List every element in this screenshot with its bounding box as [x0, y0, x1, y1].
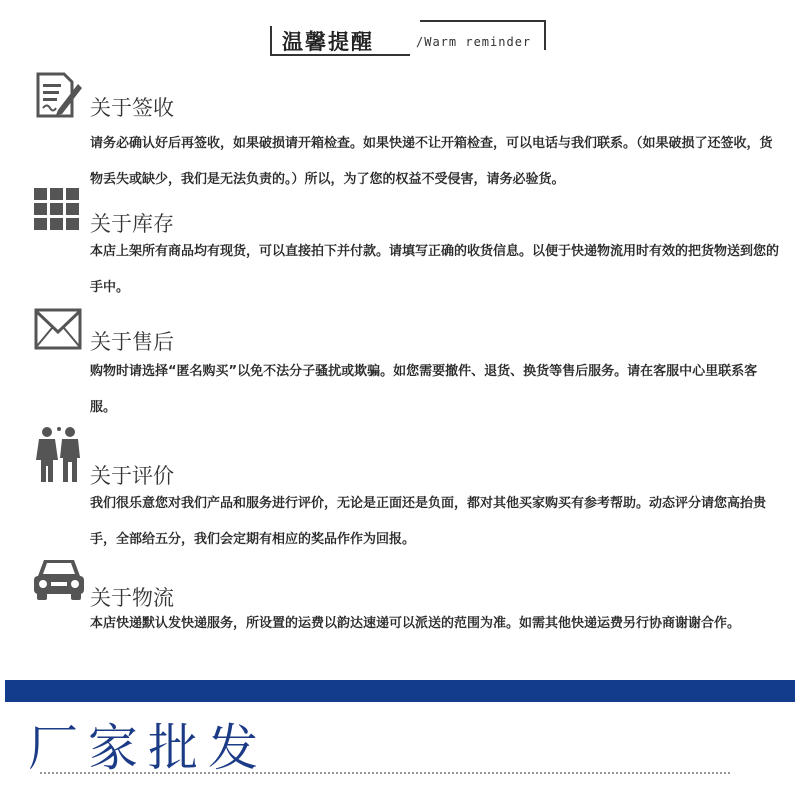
- section-title: 关于库存: [90, 212, 174, 236]
- section-title: 关于签收: [90, 96, 174, 120]
- header-title: 温馨提醒: [282, 29, 374, 54]
- section-body: 请务必确认好后再签收，如果破损请开箱检查。如果快递不让开箱检查，可以电话与我们联系。（如果破损了还签收，货物丢失或缺少，我们是无法负责的。）所以，为了您的权益不受侵害，请务必验货。: [90, 136, 773, 187]
- footer-title: 厂家批发: [28, 719, 268, 777]
- section-body: 我们很乐意您对我们产品和服务进行评价，无论是正面还是负面，都对其他买家购买有参考帮助。动态评分请您高抬贵手，全部给五分，我们会定期有相应的奖品作作为回报。: [90, 496, 767, 547]
- car-icon: [34, 554, 84, 604]
- section-title: 关于物流: [90, 586, 174, 610]
- footer-dotted-line: [40, 772, 730, 774]
- section-body: 本店上架所有商品均有现货，可以直接拍下并付款。请填写正确的收货信息。以便于快递物流用时有效的把货物送到您的手中。: [90, 244, 780, 295]
- section-body: 本店快递默认发快递服务，所设置的运费以韵达速递可以派送的范围为准。如需其他快递运费另行协商谢谢合作。: [90, 616, 741, 631]
- section-body: 购物时请选择“匿名购买”以免不法分子骚扰或欺骗。如您需要撤件、退货、换货等售后服务。请在客服中心里联系客服。: [90, 364, 758, 415]
- section-title: 关于售后: [90, 330, 174, 354]
- header-frame-top: [420, 20, 546, 22]
- signature-document-icon: [34, 70, 84, 120]
- header-frame-right: [544, 20, 546, 50]
- grid-icon: [34, 188, 84, 238]
- section-title: 关于评价: [90, 464, 174, 488]
- blue-divider-bar: [5, 680, 795, 702]
- header-frame-left: [270, 26, 272, 56]
- people-icon: [34, 426, 84, 484]
- envelope-icon: [34, 306, 84, 356]
- header-box: [270, 20, 550, 56]
- header-subtitle: /Warm reminder: [416, 35, 532, 49]
